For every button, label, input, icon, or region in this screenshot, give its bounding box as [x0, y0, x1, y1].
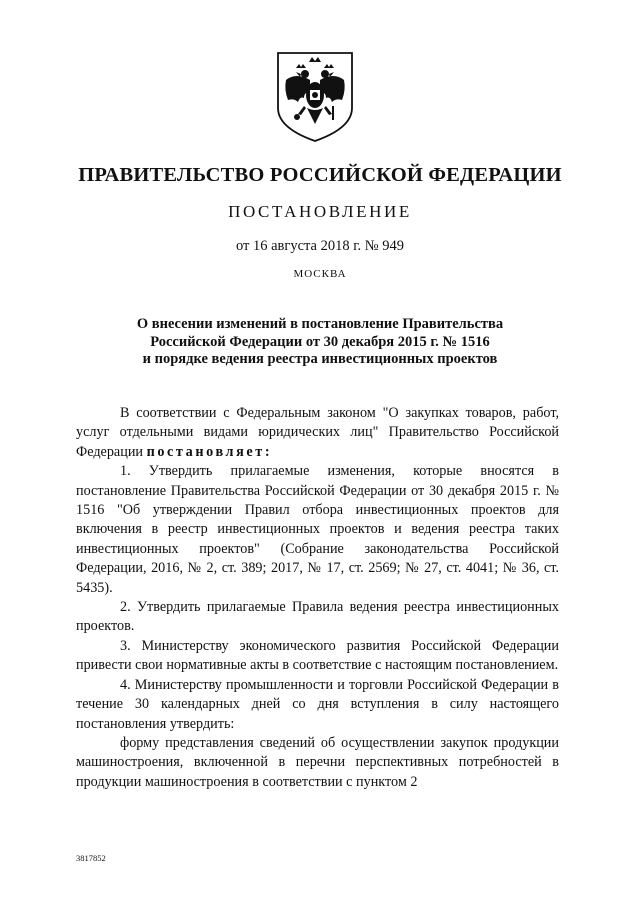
paragraph-5: форму представления сведений об осуществлении закупок продукции машиностроения, включенной в перечни перспективных потребностей в продукции машиностроения в соответствии с пунктом 2	[76, 734, 559, 790]
paragraph-2: 2. Утвердить прилагаемые Правила ведения реестра инвестиционных проектов.	[76, 599, 559, 635]
subject-line: Российской Федерации от 30 декабря 2015 г. № 1516	[150, 333, 490, 350]
intro-paragraph	[76, 404, 559, 462]
subject-line: О внесении изменений в постановление Правительства	[136, 316, 504, 332]
paragraph-3: 3. Министерству экономического развития Российской Федерации привести свои нормативные акты в соответствие с настоящим постановлением.	[76, 637, 559, 674]
date-and-number: от 16 августа 2018 г. № 949	[235, 238, 405, 254]
paragraph-1: 1. Утвердить прилагаемые изменения, которые вносятся в постановление Правительства Российской Федерации от 30 декабря 2015 г. № 1516 "Об утверждении Правил отбора инвестиционных проектов для включения в реестр инвестиционных проектов и ведения реестра таких инвестиционных проектов" (Собрание законодательства Российской Федерации, 2016, № 2, ст. 389; 2017, № 17, ст. 2569; № 27, ст. 4041; № 36, ст. 5435).	[76, 463, 559, 596]
document-number: 3817852	[76, 853, 106, 863]
government-title: ПРАВИТЕЛЬСТВО РОССИЙСКОЙ ФЕДЕРАЦИИ	[78, 164, 562, 186]
document-subject	[96, 316, 544, 369]
resolves-word: постановляет:	[146, 443, 273, 460]
russian-coat-of-arms-icon	[274, 50, 356, 144]
intro-text: В соответствии с Федеральным законом "О закупках товаров, работ, услуг отдельными видами юридических лиц" Правительство Российской Федерации	[76, 405, 559, 460]
subject-line: и порядке ведения реестра инвестиционных проектов	[142, 351, 498, 367]
document-type: ПОСТАНОВЛЕНИЕ	[228, 202, 412, 221]
document-body	[76, 404, 559, 792]
city: МОСКВА	[293, 268, 347, 280]
paragraph-4: 4. Министерству промышленности и торговли Российской Федерации в течение 30 календарных дней со дня вступления в силу настоящего постановления утвердить:	[76, 676, 559, 732]
